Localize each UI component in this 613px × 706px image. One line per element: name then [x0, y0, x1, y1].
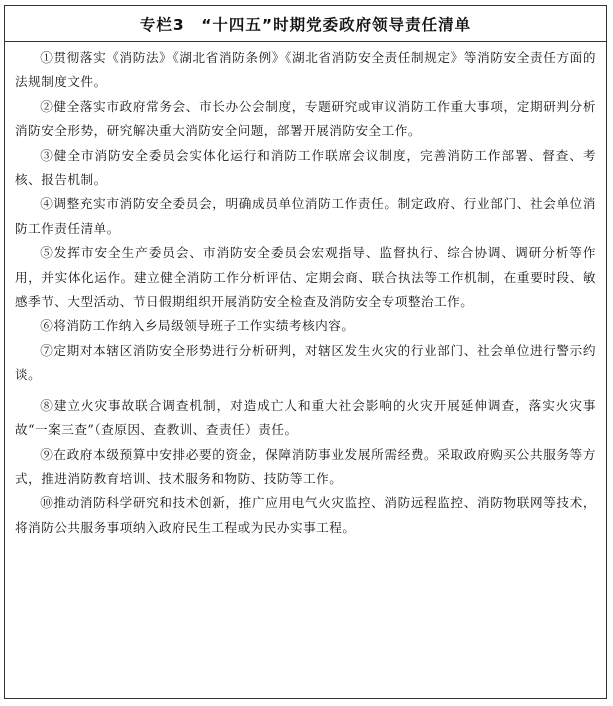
list-item-4: ④调整充实市消防安全委员会，明确成员单位消防工作责任。制定政府、行业部门、社会单位消防工作责任清单。 [15, 196, 596, 236]
list-item-10: ⑩推动消防科学研究和技术创新，推广应用电气火灾监控、消防远程监控、消防物联网等技术，将消防公共服务事项纳入政府民生工程或为民办实事工程。 [15, 495, 596, 535]
box-title: 专栏3 “十四五”时期党委政府领导责任清单 [139, 15, 472, 34]
list-item-2: ②健全落实市政府常务会、市长办公会制度，专题研究或审议消防工作重大事项，定期研判分析消防安全形势，研究解决重大消防安全问题，部署开展消防安全工作。 [15, 98, 596, 139]
list-item-6: ⑥将消防工作纳入乡局级领导班子工作实绩考核内容。 [40, 318, 355, 334]
list-item-8: ⑧建立火灾事故联合调查机制，对造成亡人和重大社会影响的火灾开展延伸调查，落实火灾事故“一案三查”（查原因、查教训、查责任）责任。 [15, 397, 596, 438]
list-item-1: ①贯彻落实《消防法》《湖北省消防条例》《湖北省消防安全责任制规定》等消防安全责任方面的法规制度文件。 [15, 50, 596, 90]
list-item-7: ⑦定期对本辖区消防安全形势进行分析研判，对辖区发生火灾的行业部门、社会单位进行警示约谈。 [15, 342, 596, 383]
list-item-9: ⑨在政府本级预算中安排必要的资金，保障消防事业发展所需经费。采取政府购买公共服务等方式，推进消防教育培训、技术服务和物防、技防等工作。 [15, 446, 596, 486]
list-item-3: ③健全市消防安全委员会实体化运行和消防工作联席会议制度，完善消防工作部署、督查、考核、报告机制。 [15, 147, 596, 188]
list-body [5, 42, 606, 540]
title-row [5, 6, 606, 42]
list-item-5: ⑤发挥市安全生产委员会、市消防安全委员会宏观指导、监督执行、综合协调、调研分析等作用，并实体化运作。建立健全消防工作分析评估、定期会商、联合执法等工作机制，在重要时段、敏感季节、大型活动、节日假期组织开展消防安全检查及消防安全专项整治工作。 [15, 245, 596, 310]
responsibility-list-box [4, 5, 607, 699]
